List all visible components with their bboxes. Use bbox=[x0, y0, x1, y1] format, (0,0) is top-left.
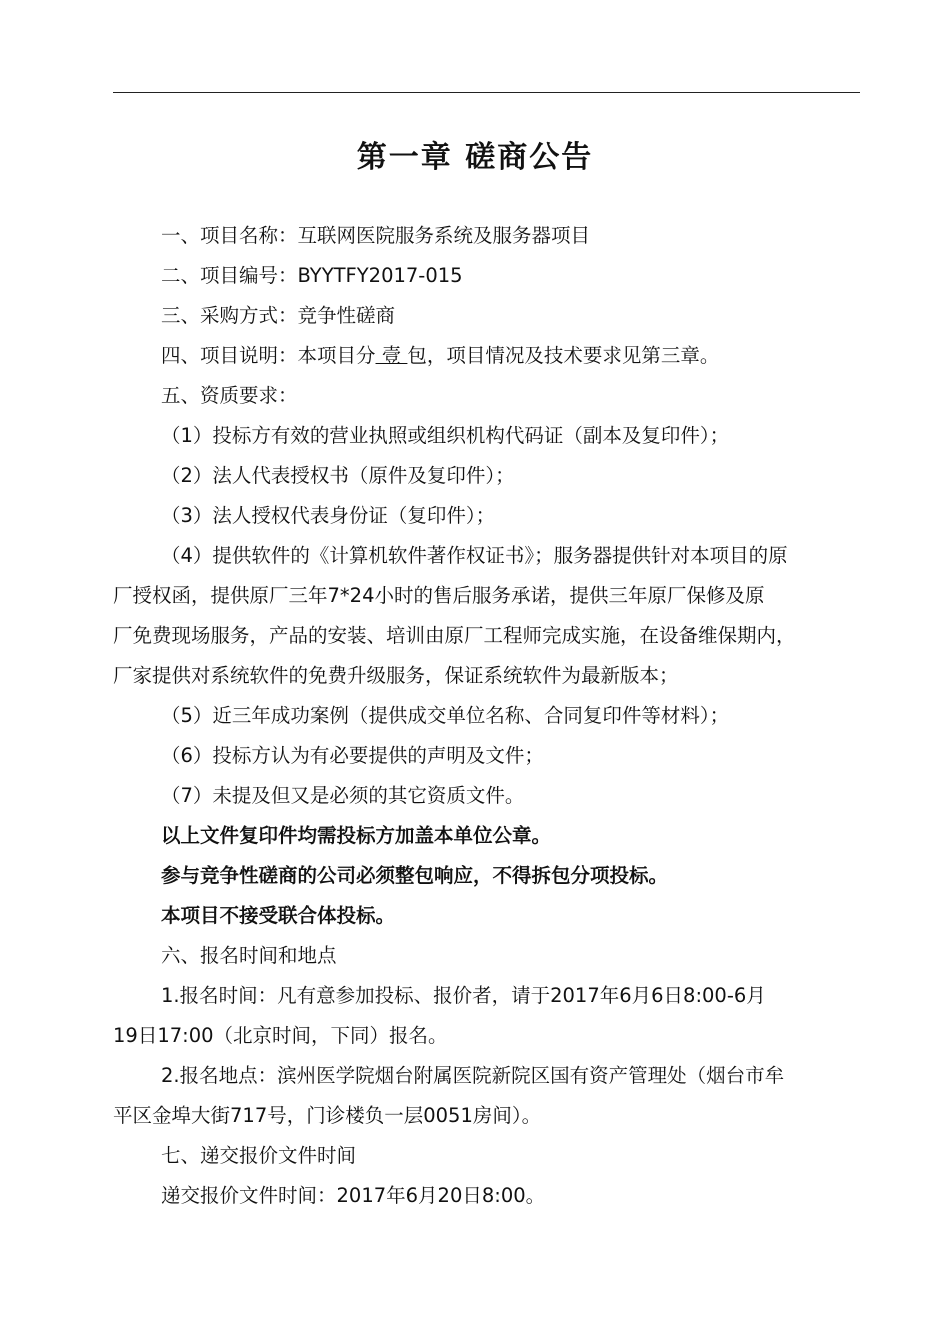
qualification-5: （5）近三年成功案例（提供成交单位名称、合同复印件等材料）； bbox=[161, 704, 730, 727]
package-count: 壹 bbox=[375, 344, 408, 367]
item-procurement-method: 三、采购方式：竞争性磋商 bbox=[161, 304, 396, 327]
registration-time-line-2: 19日17:00（北京时间，下同）报名。 bbox=[113, 1024, 448, 1047]
item-qualification-heading: 五、资质要求： bbox=[161, 384, 298, 407]
registration-time-line-1: 1.报名时间：凡有意参加投标、报价者，请于2017年6月6日8:00-6月 bbox=[161, 984, 766, 1007]
qualification-2: （2）法人代表授权书（原件及复印件）； bbox=[161, 464, 515, 487]
notice-no-consortium: 本项目不接受联合体投标。 bbox=[161, 904, 396, 927]
notice-stamp-required: 以上文件复印件均需投标方加盖本单位公章。 bbox=[161, 824, 552, 847]
notice-full-package: 参与竞争性磋商的公司必须整包响应，不得拆包分项投标。 bbox=[161, 864, 669, 887]
description-suffix: 包，项目情况及技术要求见第三章。 bbox=[407, 344, 720, 367]
item-project-number: 二、项目编号：BYYTFY2017-015 bbox=[161, 264, 463, 287]
registration-place-line-1: 2.报名地点：滨州医学院烟台附属医院新院区国有资产管理处（烟台市牟 bbox=[161, 1064, 785, 1087]
item-registration-heading: 六、报名时间和地点 bbox=[161, 944, 337, 967]
item-submission-heading: 七、递交报价文件时间 bbox=[161, 1144, 357, 1167]
item-project-description bbox=[161, 344, 911, 368]
description-prefix: 四、项目说明：本项目分 bbox=[161, 344, 376, 367]
registration-place-line-2: 平区金埠大街717号，门诊楼负一层0051房间）。 bbox=[113, 1104, 542, 1127]
submission-time: 递交报价文件时间：2017年6月20日8:00。 bbox=[161, 1184, 546, 1207]
chapter-title: 第一章 磋商公告 bbox=[356, 140, 594, 175]
qualification-6: （6）投标方认为有必要提供的声明及文件； bbox=[161, 744, 544, 767]
qualification-4-line-2: 厂授权函，提供原厂三年7*24小时的售后服务承诺，提供三年原厂保修及原 bbox=[113, 584, 765, 607]
qualification-4-line-1: （4）提供软件的《计算机软件著作权证书》；服务器提供针对本项目的原 bbox=[161, 544, 788, 567]
qualification-4-line-3: 厂免费现场服务，产品的安装、培训由原厂工程师完成实施，在设备维保期内， bbox=[113, 624, 796, 647]
qualification-4-line-4: 厂家提供对系统软件的免费升级服务，保证系统软件为最新版本； bbox=[113, 664, 679, 687]
header-rule bbox=[113, 92, 860, 93]
qualification-7: （7）未提及但又是必须的其它资质文件。 bbox=[161, 784, 525, 807]
qualification-3: （3）法人授权代表身份证（复印件）； bbox=[161, 504, 496, 527]
item-project-name: 一、项目名称：互联网医院服务系统及服务器项目 bbox=[161, 224, 591, 247]
qualification-1: （1）投标方有效的营业执照或组织机构代码证（副本及复印件）； bbox=[161, 424, 730, 447]
